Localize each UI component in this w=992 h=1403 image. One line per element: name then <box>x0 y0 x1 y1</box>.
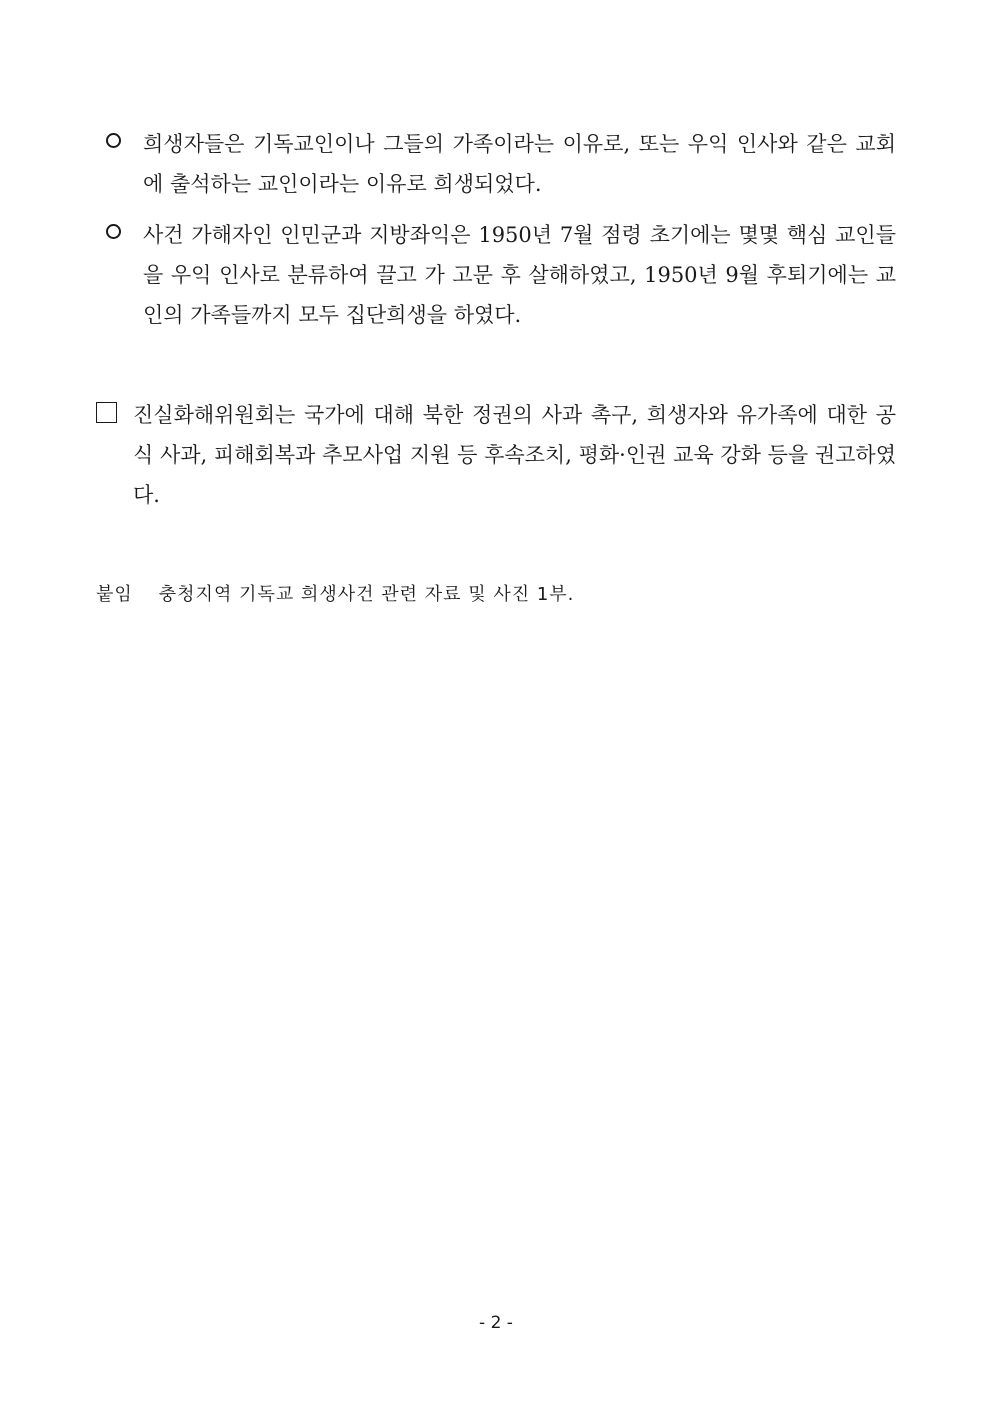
circle-bullet-icon <box>106 224 121 239</box>
circle-bullet-item-1 <box>106 124 896 204</box>
box-bullet-item <box>96 395 896 515</box>
paragraph-text: 사건 가해자인 인민군과 지방좌익은 1950년 7월 점령 초기에는 몇몇 핵심 교인들을 우익 인사로 분류하여 끌고 가 고문 후 살해하였고, 1950년 9월 후퇴기에는 교인의 가족들까지 모두 집단희생을 하였다. <box>143 223 896 327</box>
attachment-note <box>96 580 574 606</box>
paragraph-text: 진실화해위원회는 국가에 대해 북한 정권의 사과 촉구, 희생자와 유가족에 대한 공식 사과, 피해회복과 추모사업 지원 등 후속조치, 평화·인권 교육 강화 등을 권고하였다. <box>133 403 896 507</box>
circle-bullet-icon <box>106 133 121 148</box>
attachment-label: 붙임 <box>96 584 133 605</box>
page-number: - 2 - <box>479 1313 513 1333</box>
square-bullet-icon <box>96 402 117 423</box>
attachment-text: 충청지역 기독교 희생사건 관련 자료 및 사진 1부. <box>158 584 575 605</box>
paragraph-text: 희생자들은 기독교인이나 그들의 가족이라는 이유로, 또는 우익 인사와 같은 교회에 출석하는 교인이라는 이유로 희생되었다. <box>143 132 896 196</box>
circle-bullet-item-2 <box>106 215 896 335</box>
